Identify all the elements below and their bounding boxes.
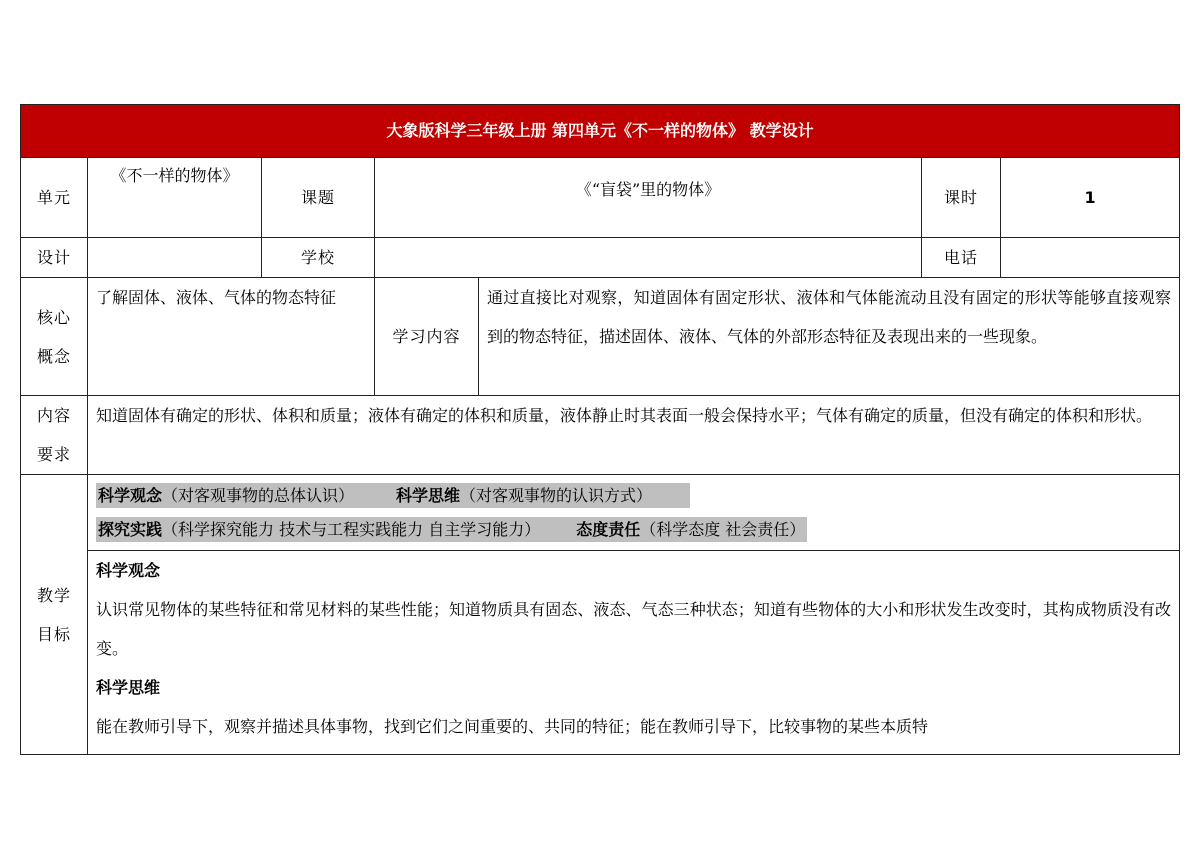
period-label: 课时 [922,158,1001,238]
teaching-goals-content [88,475,1180,755]
row-core [21,278,1180,396]
legend-line-2 [96,517,807,542]
section-science-thinking-title: 科学思维 [96,678,161,697]
learning-content-value: 通过直接比对观察，知道固体有固定形状、液体和气体能流动且没有固定的形状等能够直接观察到的物态特征，描述固体、液体、气体的外部形态特征及表现出来的一些现象。 [479,278,1180,396]
design-label: 设计 [21,238,88,278]
lesson-plan-document [20,104,1179,755]
unit-label: 单元 [21,158,88,238]
section-science-thinking-text: 能在教师引导下，观察并描述具体事物，找到它们之间重要的、共同的特征；能在教师引导下，比较事物的某些本质特 [96,717,929,736]
legend-inquiry-desc: （科学探究能力 技术与工程实践能力 自主学习能力） [162,520,541,539]
document-title: 大象版科学三年级上册 第四单元《不一样的物体》 教学设计 [21,105,1180,158]
legend-science-thinking-desc: （对客观事物的认识方式） [460,486,653,505]
period-value: 1 [1001,158,1180,238]
section-science-concept-text: 认识常见物体的某些特征和常见材料的某些性能；知道物质具有固态、液态、气态三种状态；知道有些物体的大小和形状发生改变时，其构成物质没有改变。 [96,600,1172,658]
content-requirements-label: 内容要求 [21,396,88,475]
legend-science-concept-desc: （对客观事物的总体认识） [162,486,355,505]
section-science-concept-title: 科学观念 [96,561,161,580]
core-concept-label: 核心概念 [21,278,88,396]
legend-science-concept-title: 科学观念 [98,486,163,505]
legend-attitude-title: 态度责任 [576,520,641,539]
goals-body [88,551,1179,746]
title-row [21,105,1180,158]
school-label: 学校 [262,238,375,278]
legend-inquiry-title: 探究实践 [98,520,163,539]
legend-science-thinking-title: 科学思维 [396,486,461,505]
unit-value: 《不一样的物体》 [88,158,262,238]
legend-attitude-desc: （科学态度 社会责任） [640,520,806,539]
lesson-plan-table [20,104,1180,755]
goals-legend [88,475,1179,542]
row-requirements [21,396,1180,475]
school-value [375,238,922,278]
topic-value: 《“盲袋”里的物体》 [375,158,922,238]
core-concept-value: 了解固体、液体、气体的物态特征 [88,278,375,396]
row-goals [21,475,1180,755]
phone-value [1001,238,1180,278]
topic-label: 课题 [262,158,375,238]
legend-line-1 [96,483,690,508]
row-design [21,238,1180,278]
design-value [88,238,262,278]
phone-label: 电话 [922,238,1001,278]
row-unit [21,158,1180,238]
content-requirements-value: 知道固体有确定的形状、体积和质量；液体有确定的体积和质量，液体静止时其表面一般会保持水平；气体有确定的质量，但没有确定的体积和形状。 [88,396,1180,475]
teaching-goals-label: 教学目标 [21,475,88,755]
learning-content-label: 学习内容 [375,278,479,396]
